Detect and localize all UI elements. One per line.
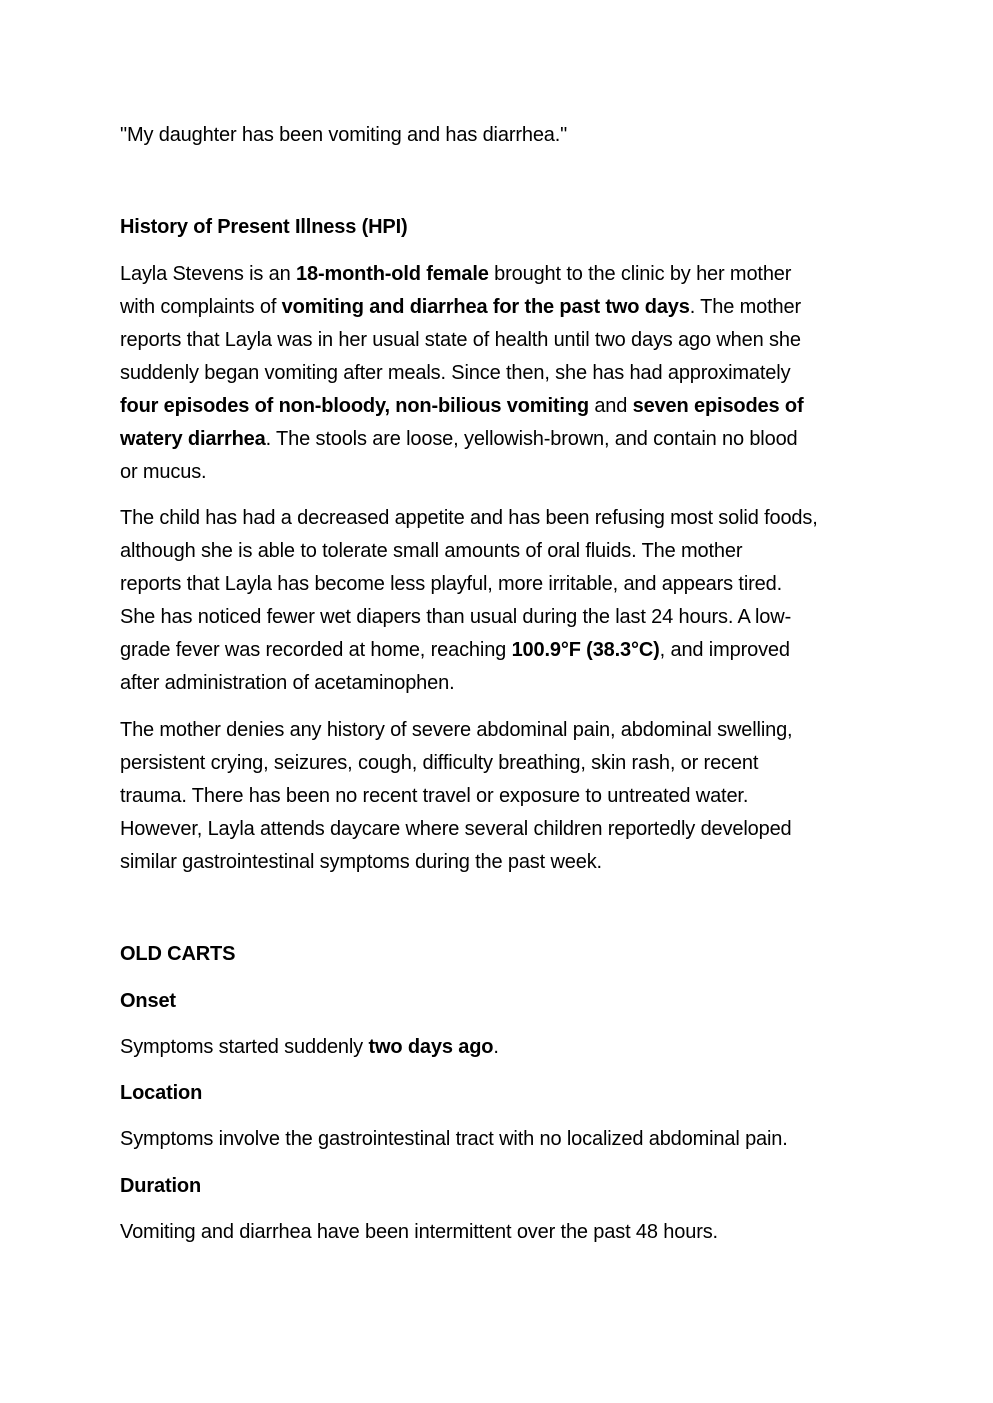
hpi-p3-line: trauma. There has been no recent travel or exposure to untreated water. <box>120 785 749 807</box>
bold-text-run: watery diarrhea <box>120 428 266 450</box>
chief-complaint-quote <box>120 123 567 147</box>
hpi-p3-line: persistent crying, seizures, cough, difficulty breathing, skin rash, or recent <box>120 752 759 774</box>
hpi-p2-line: after administration of acetaminophen. <box>120 672 455 694</box>
bold-text-run: two days ago <box>368 1036 494 1058</box>
hpi-p3-line: However, Layla attends daycare where several children reportedly developed <box>120 818 792 840</box>
text-run: and <box>588 395 633 417</box>
hpi-p1-line: reports that Layla was in her usual state of health until two days ago when she <box>120 329 801 351</box>
text-run: brought to the clinic by her mother <box>488 263 792 285</box>
text-run: , and improved <box>659 639 790 661</box>
hpi-p1-line: suddenly began vomiting after meals. Since then, she has had approximately <box>120 362 791 384</box>
hpi-p2-line: although she is able to tolerate small amounts of oral fluids. The mother <box>120 540 743 562</box>
text-run: Layla Stevens is an <box>120 263 296 285</box>
duration-text: Vomiting and diarrhea have been intermittent over the past 48 hours. <box>120 1221 718 1243</box>
duration-label: Duration <box>120 1175 202 1197</box>
old-carts-heading: OLD CARTS <box>120 943 236 965</box>
text-run: Symptoms started suddenly <box>120 1036 369 1058</box>
hpi-p3-line: similar gastrointestinal symptoms during the past week. <box>120 851 602 873</box>
hpi-p2-line: She has noticed fewer wet diapers than usual during the last 24 hours. A low- <box>120 606 792 628</box>
bold-text-run: four episodes of non-bloody, non-bilious vomiting <box>120 395 589 417</box>
hpi-p1-line <box>120 295 801 319</box>
text-run: . The stools are loose, yellowish-brown, and contain no blood <box>265 428 798 450</box>
bold-text-run: 18-month-old female <box>296 263 489 285</box>
text-run: grade fever was recorded at home, reaching <box>120 639 512 661</box>
hpi-p2-line <box>120 638 790 662</box>
hpi-p2-line: reports that Layla has become less playful, more irritable, and appears tired. <box>120 573 782 595</box>
hpi-p1-line <box>120 262 791 286</box>
bold-text-run: seven episodes of <box>632 395 804 417</box>
onset-text <box>120 1035 499 1059</box>
hpi-heading: History of Present Illness (HPI) <box>120 216 408 238</box>
hpi-p2-line: The child has had a decreased appetite and has been refusing most solid foods, <box>120 507 818 529</box>
onset-label: Onset <box>120 990 176 1012</box>
text-run: . <box>493 1036 499 1058</box>
bold-text-run: 100.9°F (38.3°C) <box>511 639 660 661</box>
hpi-p1-line: or mucus. <box>120 461 207 483</box>
hpi-p1-line <box>120 394 804 418</box>
hpi-p3-line: The mother denies any history of severe abdominal pain, abdominal swelling, <box>120 719 793 741</box>
text-run: . The mother <box>689 296 801 318</box>
location-text: Symptoms involve the gastrointestinal tract with no localized abdominal pain. <box>120 1128 788 1150</box>
text-run: with complaints of <box>120 296 282 318</box>
hpi-p1-line <box>120 427 798 451</box>
chief-complaint-text: "My daughter has been vomiting and has diarrhea." <box>120 124 568 146</box>
location-label: Location <box>120 1082 203 1104</box>
bold-text-run: vomiting and diarrhea for the past two days <box>281 296 690 318</box>
